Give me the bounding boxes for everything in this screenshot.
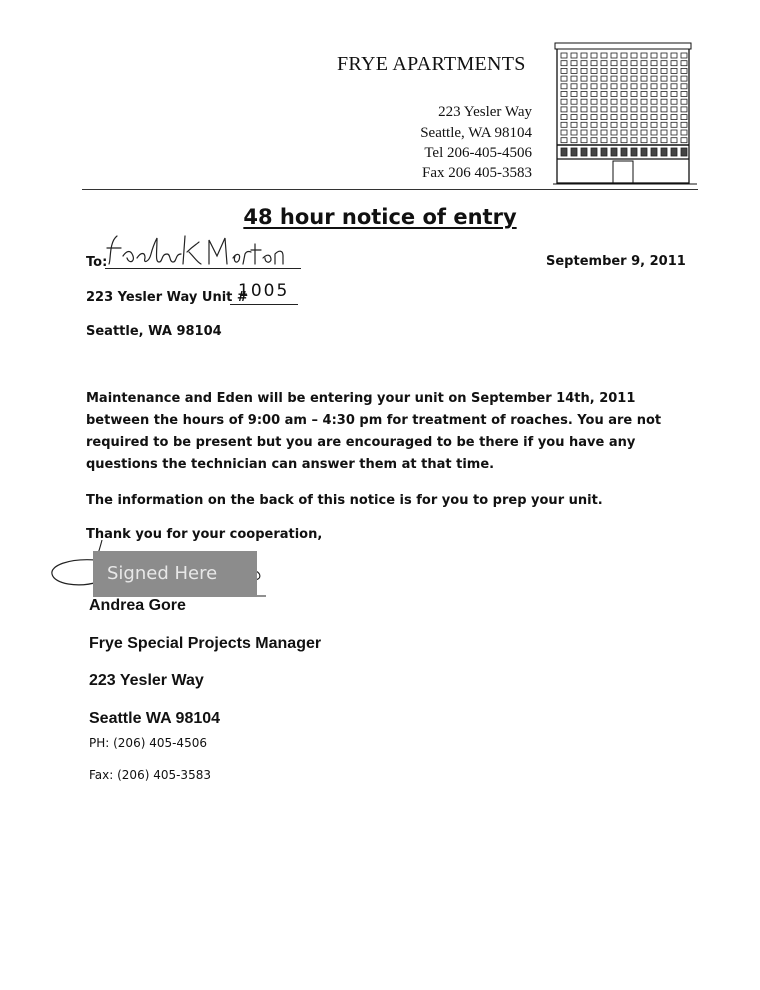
signer-city: Seattle WA 98104 <box>89 710 221 727</box>
address-line-street: 223 Yesler Way <box>438 104 532 120</box>
address-line-city: Seattle, WA 98104 <box>420 125 532 141</box>
signer-fax: Fax: (206) 405-3583 <box>89 768 211 782</box>
company-name: FRYE APARTMENTS <box>337 53 526 75</box>
recipient-handwritten-name <box>105 228 300 270</box>
to-underline <box>105 268 301 269</box>
building-illustration-icon <box>553 41 699 189</box>
unit-underline <box>230 304 298 305</box>
notice-date: September 9, 2011 <box>546 254 686 269</box>
signed-here-overlay: Signed Here <box>93 551 257 597</box>
signer-name: Andrea Gore <box>89 597 186 614</box>
unit-label: 223 Yesler Way Unit # <box>86 290 248 305</box>
letterhead-divider <box>82 189 698 190</box>
signer-role: Frye Special Projects Manager <box>89 635 322 652</box>
address-line-tel: Tel 206-405-4506 <box>424 145 532 161</box>
unit-handwritten-number: 1005 <box>238 281 290 301</box>
address-line-fax: Fax 206 405-3583 <box>422 165 532 181</box>
signer-phone: PH: (206) 405-4506 <box>89 736 207 750</box>
notice-paragraph-entry: Maintenance and Eden will be entering your unit on September 14th, 2011 between the hours of 9:00 am – 4:30 pm for treatment of roaches. You are not required to be present but you are encouraged to be there if you have any questions the technician can answer them at that time. <box>86 391 662 472</box>
notice-paragraph-prep: The information on the back of this notice is for you to prep your unit. <box>86 493 603 508</box>
signer-street: 223 Yesler Way <box>89 672 204 689</box>
notice-title: 48 hour notice of entry <box>243 205 517 229</box>
city-line: Seattle, WA 98104 <box>86 324 222 339</box>
closing-line: Thank you for your cooperation, <box>86 527 323 542</box>
to-label: To: <box>86 255 108 270</box>
